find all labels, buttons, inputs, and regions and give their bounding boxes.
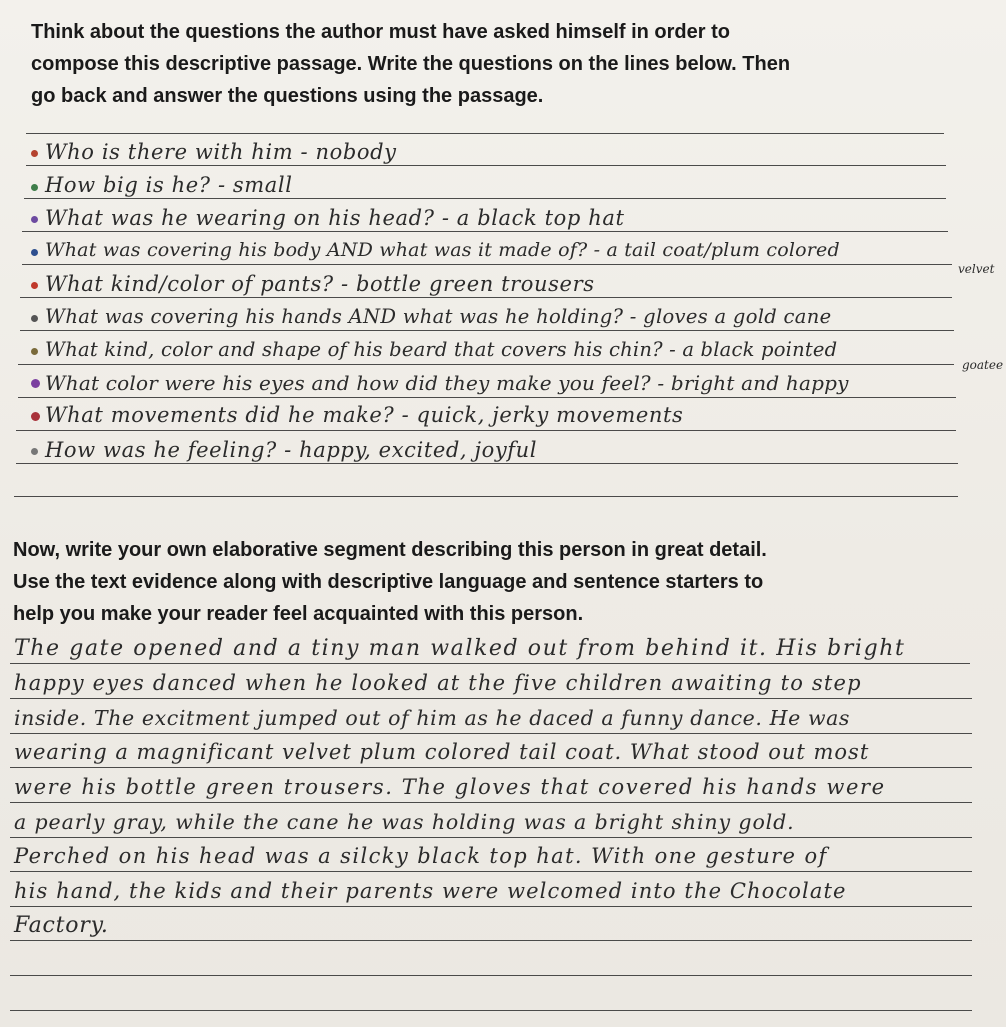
bullet-dot xyxy=(31,150,38,157)
bullet-dot xyxy=(31,216,38,223)
bullet-dot xyxy=(31,184,38,191)
writing-line xyxy=(26,133,944,134)
writing-line xyxy=(22,264,952,265)
handwritten-paragraph-line: his hand, the kids and their parents were welcomed into the Chocolate xyxy=(14,879,847,903)
handwritten-paragraph-line: Factory. xyxy=(14,913,109,938)
writing-line xyxy=(22,231,948,232)
instructions-questions xyxy=(31,16,790,112)
handwritten-question: What movements did he make? - quick, jerky movements xyxy=(45,403,684,427)
bullet-dot xyxy=(31,412,40,421)
instruction-line: Think about the questions the author must have asked himself in order to xyxy=(31,21,730,43)
instruction-line: Use the text evidence along with descriptive language and sentence starters to xyxy=(13,571,764,593)
instruction-line: go back and answer the questions using the passage. xyxy=(31,85,544,107)
writing-line xyxy=(20,297,952,298)
margin-note: goatee xyxy=(962,358,1004,372)
bullet-dot xyxy=(31,448,38,455)
writing-line xyxy=(10,802,972,803)
handwritten-question: How was he feeling? - happy, excited, joyful xyxy=(45,438,538,462)
writing-line xyxy=(24,198,946,199)
instruction-line: Now, write your own elaborative segment describing this person in great detail. xyxy=(13,539,767,561)
handwritten-question: What kind, color and shape of his beard that covers his chin? - a black pointed xyxy=(45,338,838,361)
handwritten-paragraph-line: a pearly gray, while the cane he was holding was a bright shiny gold. xyxy=(14,810,795,834)
writing-line xyxy=(10,663,970,664)
handwritten-question: What was covering his body AND what was it made of? - a tail coat/plum colored xyxy=(45,239,840,261)
margin-note: velvet xyxy=(958,262,995,276)
handwritten-question: What color were his eyes and how did they make you feel? - bright and happy xyxy=(45,371,849,395)
writing-line xyxy=(10,906,972,907)
handwritten-paragraph-line: Perched on his head was a silcky black top hat. With one gesture of xyxy=(14,844,828,868)
writing-line xyxy=(10,940,972,941)
bullet-dot xyxy=(31,282,38,289)
bullet-dot xyxy=(31,315,38,322)
writing-line xyxy=(18,364,954,365)
writing-line xyxy=(10,698,972,699)
handwritten-paragraph-line: were his bottle green trousers. The gloves that covered his hands were xyxy=(14,775,886,799)
writing-line xyxy=(10,733,972,734)
writing-line xyxy=(10,975,972,976)
instruction-line: compose this descriptive passage. Write the questions on the lines below. Then xyxy=(31,53,791,75)
writing-line xyxy=(10,767,972,768)
handwritten-question: How big is he? - small xyxy=(45,173,293,197)
bullet-dot xyxy=(31,379,40,388)
writing-line xyxy=(14,496,958,497)
writing-line xyxy=(26,165,946,166)
writing-line xyxy=(20,330,954,331)
bullet-dot xyxy=(31,348,38,355)
writing-line xyxy=(16,430,956,431)
handwritten-paragraph-line: happy eyes danced when he looked at the five children awaiting to step xyxy=(14,671,862,695)
handwritten-paragraph-line: inside. The excitment jumped out of him as he daced a funny dance. He was xyxy=(14,706,851,730)
handwritten-paragraph-line: The gate opened and a tiny man walked out from behind it. His bright xyxy=(14,636,906,661)
handwritten-question: What was covering his hands AND what was he holding? - gloves a gold cane xyxy=(45,305,832,328)
writing-line xyxy=(18,397,956,398)
handwritten-question: What kind/color of pants? - bottle green trousers xyxy=(45,272,595,296)
handwritten-question: Who is there with him - nobody xyxy=(45,140,397,164)
writing-line xyxy=(16,463,958,464)
handwritten-question: What was he wearing on his head? - a black top hat xyxy=(45,206,625,230)
instruction-line: help you make your reader feel acquainted with this person. xyxy=(13,603,584,625)
writing-line xyxy=(10,871,972,872)
writing-line xyxy=(10,1010,972,1011)
instructions-elaborative xyxy=(13,534,767,630)
writing-line xyxy=(10,837,972,838)
handwritten-paragraph-line: wearing a magnificant velvet plum colored tail coat. What stood out most xyxy=(14,740,870,764)
bullet-dot xyxy=(31,249,38,256)
